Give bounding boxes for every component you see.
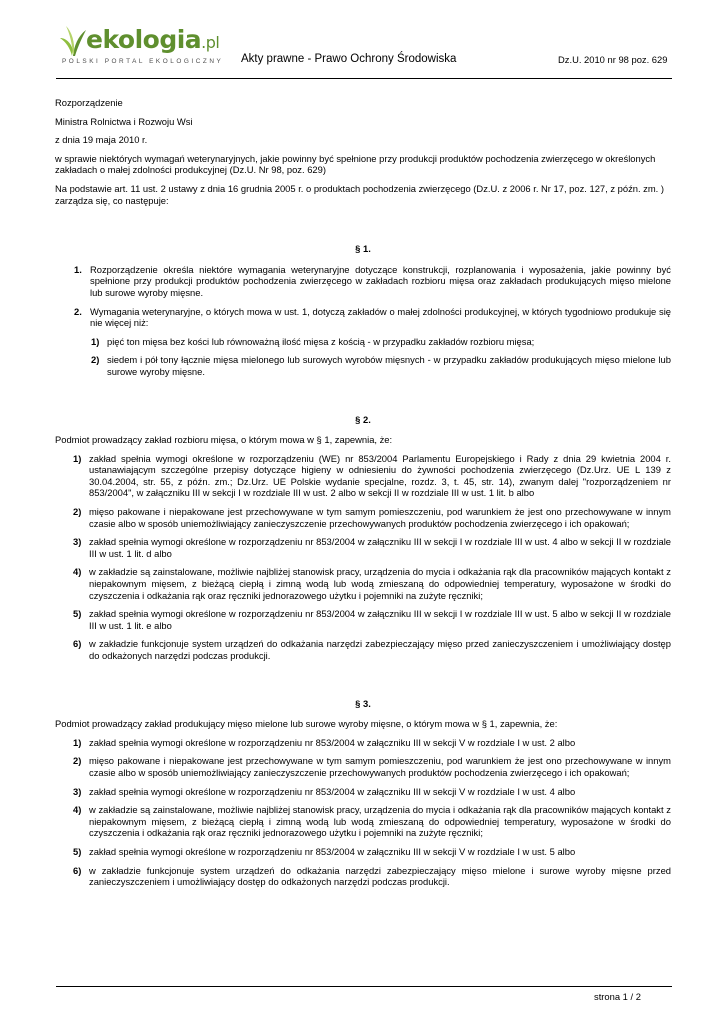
header-divider: [56, 78, 672, 79]
item-number: 3): [73, 785, 82, 797]
item-number: 2): [91, 354, 100, 366]
item-text: w zakładzie są zainstalowane, możliwie najbliżej stanowisk pracy, urządzenia do mycia i odkażania rąk dla pracowników mających kontakt z niepakownym mięsem, z bieżącą ciepłą i zimną wodą lub wodą zmieszaną do odpowiedniej temperatury, wyposażone w środki do czyszczenia i odkażania rąk oraz ręczniki jednorazowego użytku i pojemniki na zużyte ręczniki;: [89, 566, 671, 601]
list-item: [55, 336, 671, 348]
section-title: Akty prawne - Prawo Ochrony Środowiska: [241, 53, 457, 65]
list-item: [55, 264, 671, 299]
section-lead: Podmiot prowadzący zakład produkujący mięso mielone lub surowe wyroby mięsne, o którym mowa w § 1, zapewnia, że:: [55, 718, 558, 730]
list-item: [55, 608, 671, 631]
item-text: mięso pakowane i niepakowane jest przechowywane w tym samym pomieszczeniu, pod warunkiem że jest ono przechowywane w innym czasie albo w sposób uniemożliwiający zanieczyszczenie przechowywanych produktów pochodzenia zwierzęcego i ich opakowań;: [89, 506, 671, 529]
list-item: [55, 354, 671, 377]
item-text: zakład spełnia wymogi określone w rozporządzeniu (WE) nr 853/2004 Parlamentu Europejskiego i Rady z dnia 29 kwietnia 2004 r. ustanawiającym szczególne przepisy dotyczące higieny w odniesieniu do żywności pochodzenia zwierzęcego (Dz.Urz. UE L 139 z 30.04.2004, str. 55, z późn. zm.; Dz.Urz. UE Polskie wydanie specjalne, rozdz. 3, t. 45, str. 14), zwanym dalej "rozporządzeniem nr 853/2004", w załączniku III w sekcji I w rozdziale III w ust. 2 albo w sekcji II w rozdziale III w ust. 1 lit. b albo: [89, 452, 671, 499]
section-heading-3: § 3.: [355, 697, 371, 709]
list-item: [55, 846, 671, 858]
item-text: w zakładzie funkcjonuje system urządzeń do odkażania narzędzi zabezpieczający mięso przed zanieczyszczeniem i umożliwiający dostęp do odkażonych narzędzi podczas produkcji.: [89, 638, 671, 661]
item-text: Wymagania weterynaryjne, o których mowa w ust. 1, dotyczą zakładów o małej zdolności produkcyjnej, w których tygodniowo produkuje się nie więcej niż:: [90, 305, 671, 329]
item-text: zakład spełnia wymogi określone w rozporządzeniu nr 853/2004 w załączniku III w sekcji V w rozdziale I w ust. 4 albo: [89, 785, 576, 797]
list-item: [55, 306, 671, 329]
document-date: z dnia 19 maja 2010 r.: [55, 134, 148, 146]
page-number: strona 1 / 2: [594, 991, 641, 1002]
item-text: siedem i pół tony łącznie mięsa mielonego lub surowych wyrobów mięsnych - w przypadku zakładów produkujących mięso mielone lub surowe wyroby mięsne.: [107, 354, 671, 377]
document-reference: Dz.U. 2010 nr 98 poz. 629: [558, 54, 668, 65]
section-heading-2: § 2.: [355, 413, 371, 425]
legal-basis: Na podstawie art. 11 ust. 2 ustawy z dnia 16 grudnia 2005 r. o produktach pochodzenia zwierzęcego (Dz.U. z 2006 r. Nr 17, poz. 127, z późn. zm. ) zarządza się, co następuje:: [55, 182, 665, 206]
document-issuer: Ministra Rolnictwa i Rozwoju Wsi: [55, 115, 193, 127]
document-body: [55, 97, 671, 895]
item-number: 4): [73, 804, 82, 816]
item-number: 2.: [74, 305, 82, 317]
document-type: Rozporządzenie: [55, 97, 123, 108]
list-item: [55, 638, 671, 661]
item-number: 1.: [74, 263, 82, 275]
item-number: 2): [73, 755, 82, 767]
item-number: 1): [73, 736, 82, 748]
list-item: [55, 865, 671, 888]
list-item: [55, 755, 671, 778]
section-lead: Podmiot prowadzący zakład rozbioru mięsa, o którym mowa w § 1, zapewnia, że:: [55, 434, 393, 446]
item-number: 3): [73, 536, 82, 548]
item-number: 1): [73, 452, 82, 464]
item-text: zakład spełnia wymogi określone w rozporządzeniu nr 853/2004 w załączniku III w sekcji V w rozdziale I w ust. 2 albo: [89, 736, 576, 748]
item-number: 1): [91, 335, 100, 347]
leaf-sprout-icon: [58, 24, 88, 58]
item-text: mięso pakowane i niepakowane jest przechowywane w tym samym pomieszczeniu, pod warunkiem że jest ono przechowywane w innym czasie albo w sposób uniemożliwiający zanieczyszczenie przechowywanych produktów pochodzenia zwierzęcego i ich opakowań;: [89, 755, 671, 778]
item-text: zakład spełnia wymogi określone w rozporządzeniu nr 853/2004 w załączniku III w sekcji I w rozdziale III w ust. 5 albo w sekcji II w rozdziale III w ust. 1 lit. e albo: [89, 608, 671, 631]
document-subject: w sprawie niektórych wymagań weterynaryjnych, jakie powinny być spełnione przy produkcji produktów pochodzenia zwierzęcego w określonych zakładach o małej zdolności produkcyjnej (Dz.U. Nr 98, poz. 629): [55, 152, 656, 176]
item-text: pięć ton mięsa bez kości lub równoważną ilość mięsa z kością - w przypadku zakładów rozbioru mięsa;: [107, 335, 535, 347]
list-item: [55, 453, 671, 499]
item-text: zakład spełnia wymogi określone w rozporządzeniu nr 853/2004 w załączniku III w sekcji V w rozdziale I w ust. 5 albo: [89, 845, 576, 857]
list-item: [55, 786, 671, 798]
list-item: [55, 506, 671, 529]
list-item: [55, 804, 671, 839]
logo-subtitle: POLSKI PORTAL EKOLOGICZNY: [62, 58, 224, 65]
item-text: zakład spełnia wymogi określone w rozporządzeniu nr 853/2004 w załączniku III w sekcji I w rozdziale III w ust. 4 albo w sekcji II w rozdziale III w ust. 1 lit. d albo: [89, 536, 671, 559]
item-number: 4): [73, 566, 82, 578]
page-header: [0, 0, 725, 80]
logo-wordmark: ekologia.pl: [86, 25, 220, 54]
item-text: Rozporządzenie określa niektóre wymagania weterynaryjne dotyczące konstrukcji, rozplanowania i wyposażenia, jakie powinny być spełnione przy produkcji produktów pochodzenia zwierzęcego w zakładach rozbioru mięsa oraz zakładach produkujących mięso mielone lub surowe wyroby mięsne.: [90, 263, 671, 298]
item-number: 5): [73, 608, 82, 620]
list-item: [55, 536, 671, 559]
footer-divider: [56, 986, 672, 987]
item-text: w zakładzie są zainstalowane, możliwie najbliżej stanowisk pracy, urządzenia do mycia i odkażania rąk dla pracowników mających kontakt z niepakownym mięsem, z bieżącą ciepłą i zimną wodą lub wodą zmieszaną do odpowiedniej temperatury, wyposażone w środki do czyszczenia i odkażania rąk oraz ręczniki jednorazowego użytku i pojemniki na zużyte ręczniki;: [89, 804, 671, 839]
item-number: 2): [73, 506, 82, 518]
item-text: w zakładzie funkcjonuje system urządzeń do odkażania narzędzi zabezpieczający mięso mielone i surowe wyroby mięsne przed zanieczyszczeniem i umożliwiający dostęp do odkażonych narzędzi podczas produkcji.: [89, 864, 671, 888]
item-number: 6): [73, 864, 82, 876]
section-heading-1: § 1.: [355, 243, 371, 255]
ekologia-logo[interactable]: [58, 22, 228, 70]
item-number: 6): [73, 638, 82, 650]
list-item: [55, 566, 671, 601]
item-number: 5): [73, 845, 82, 857]
list-item: [55, 737, 671, 749]
